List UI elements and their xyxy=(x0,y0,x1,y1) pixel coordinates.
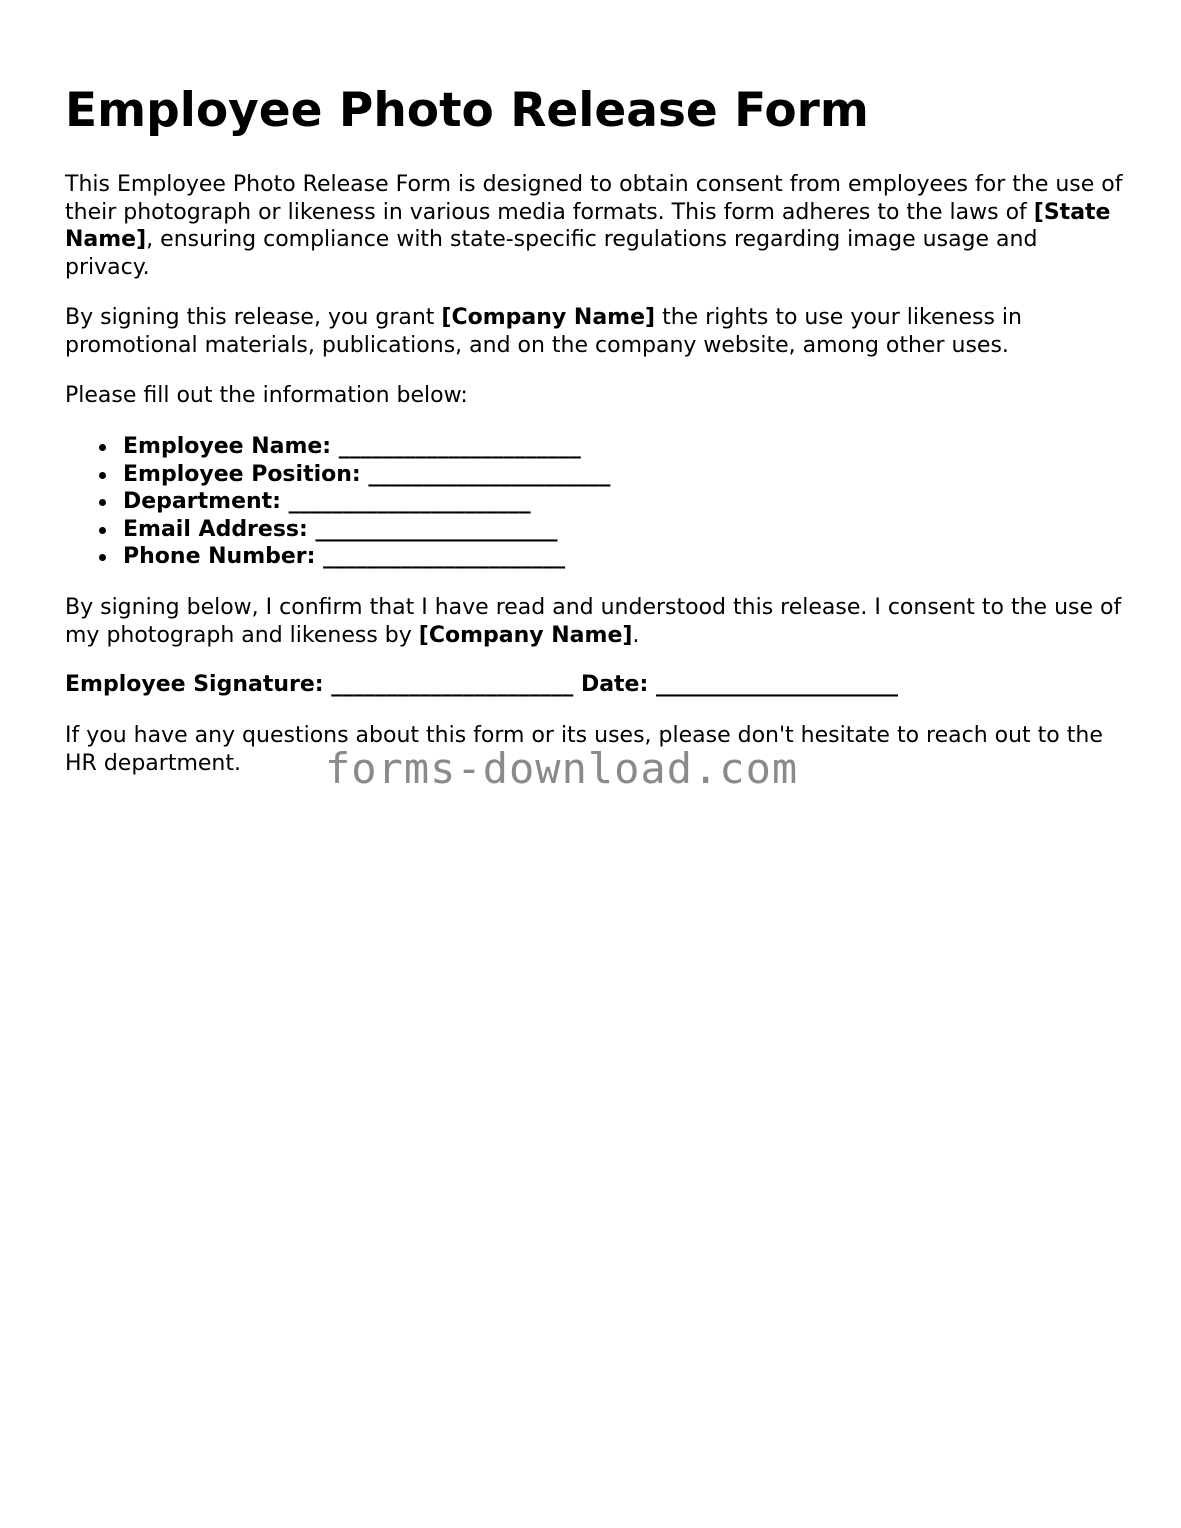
field-label: Employee Position: xyxy=(123,461,361,487)
field-department xyxy=(65,488,610,516)
confirmation-text-1: By signing below, I confirm that I have read and understood this release. I consent to the use of my photograph and likeness by xyxy=(65,595,1122,648)
field-email-address xyxy=(65,516,610,544)
date-label: Date: xyxy=(580,672,649,697)
bullet-icon xyxy=(99,499,106,506)
state-name-placeholder: [State Name] xyxy=(65,199,1111,252)
company-name-placeholder: [Company Name] xyxy=(418,622,633,648)
date-blank[interactable]: ______________________ xyxy=(655,672,898,697)
bullet-icon xyxy=(99,527,106,534)
phone-number-blank[interactable]: ______________________ xyxy=(323,544,566,569)
company-name-placeholder: [Company Name] xyxy=(441,305,656,330)
confirmation-paragraph xyxy=(65,594,1125,649)
grant-text-2: the rights to use your likeness in promotional materials, publications, and on the company website, among other uses. xyxy=(65,305,1022,358)
signature-label: Employee Signature: xyxy=(65,672,324,697)
bullet-icon xyxy=(99,444,106,451)
field-employee-position xyxy=(65,461,610,489)
field-label: Department: xyxy=(123,489,281,514)
fields-list xyxy=(65,433,610,571)
intro-text-2: , ensuring compliance with state-specific regulations regarding image usage and privacy. xyxy=(65,227,1038,280)
field-label: Employee Name: xyxy=(123,434,332,459)
closing-paragraph: If you have any questions about this form or its uses, please don't hesitate to reach out to the HR department. xyxy=(65,723,1103,776)
field-employee-name xyxy=(65,433,610,461)
bullet-icon xyxy=(99,554,106,561)
department-blank[interactable]: ______________________ xyxy=(288,489,531,514)
bullet-icon xyxy=(99,472,106,479)
employee-name-blank[interactable]: ______________________ xyxy=(338,434,581,459)
field-label: Phone Number: xyxy=(123,544,316,569)
field-label: Email Address: xyxy=(123,516,308,542)
grant-paragraph xyxy=(65,304,1125,359)
email-address-blank[interactable]: ______________________ xyxy=(315,516,558,542)
employee-position-blank[interactable]: ______________________ xyxy=(368,461,611,487)
field-phone-number xyxy=(65,543,610,571)
grant-text-1: By signing this release, you grant xyxy=(65,305,442,330)
watermark: forms-download.com xyxy=(325,744,799,793)
instructions-paragraph: Please fill out the information below: xyxy=(65,383,468,408)
signature-line xyxy=(65,671,898,699)
intro-paragraph xyxy=(65,171,1125,281)
intro-text-1: This Employee Photo Release Form is designed to obtain consent from employees for the use of their photograph or likeness in various media formats. This form adheres to the laws of xyxy=(65,172,1123,225)
page-title: Employee Photo Release Form xyxy=(65,83,869,138)
confirmation-text-2: . xyxy=(632,622,640,648)
signature-blank[interactable]: ______________________ xyxy=(331,672,574,697)
